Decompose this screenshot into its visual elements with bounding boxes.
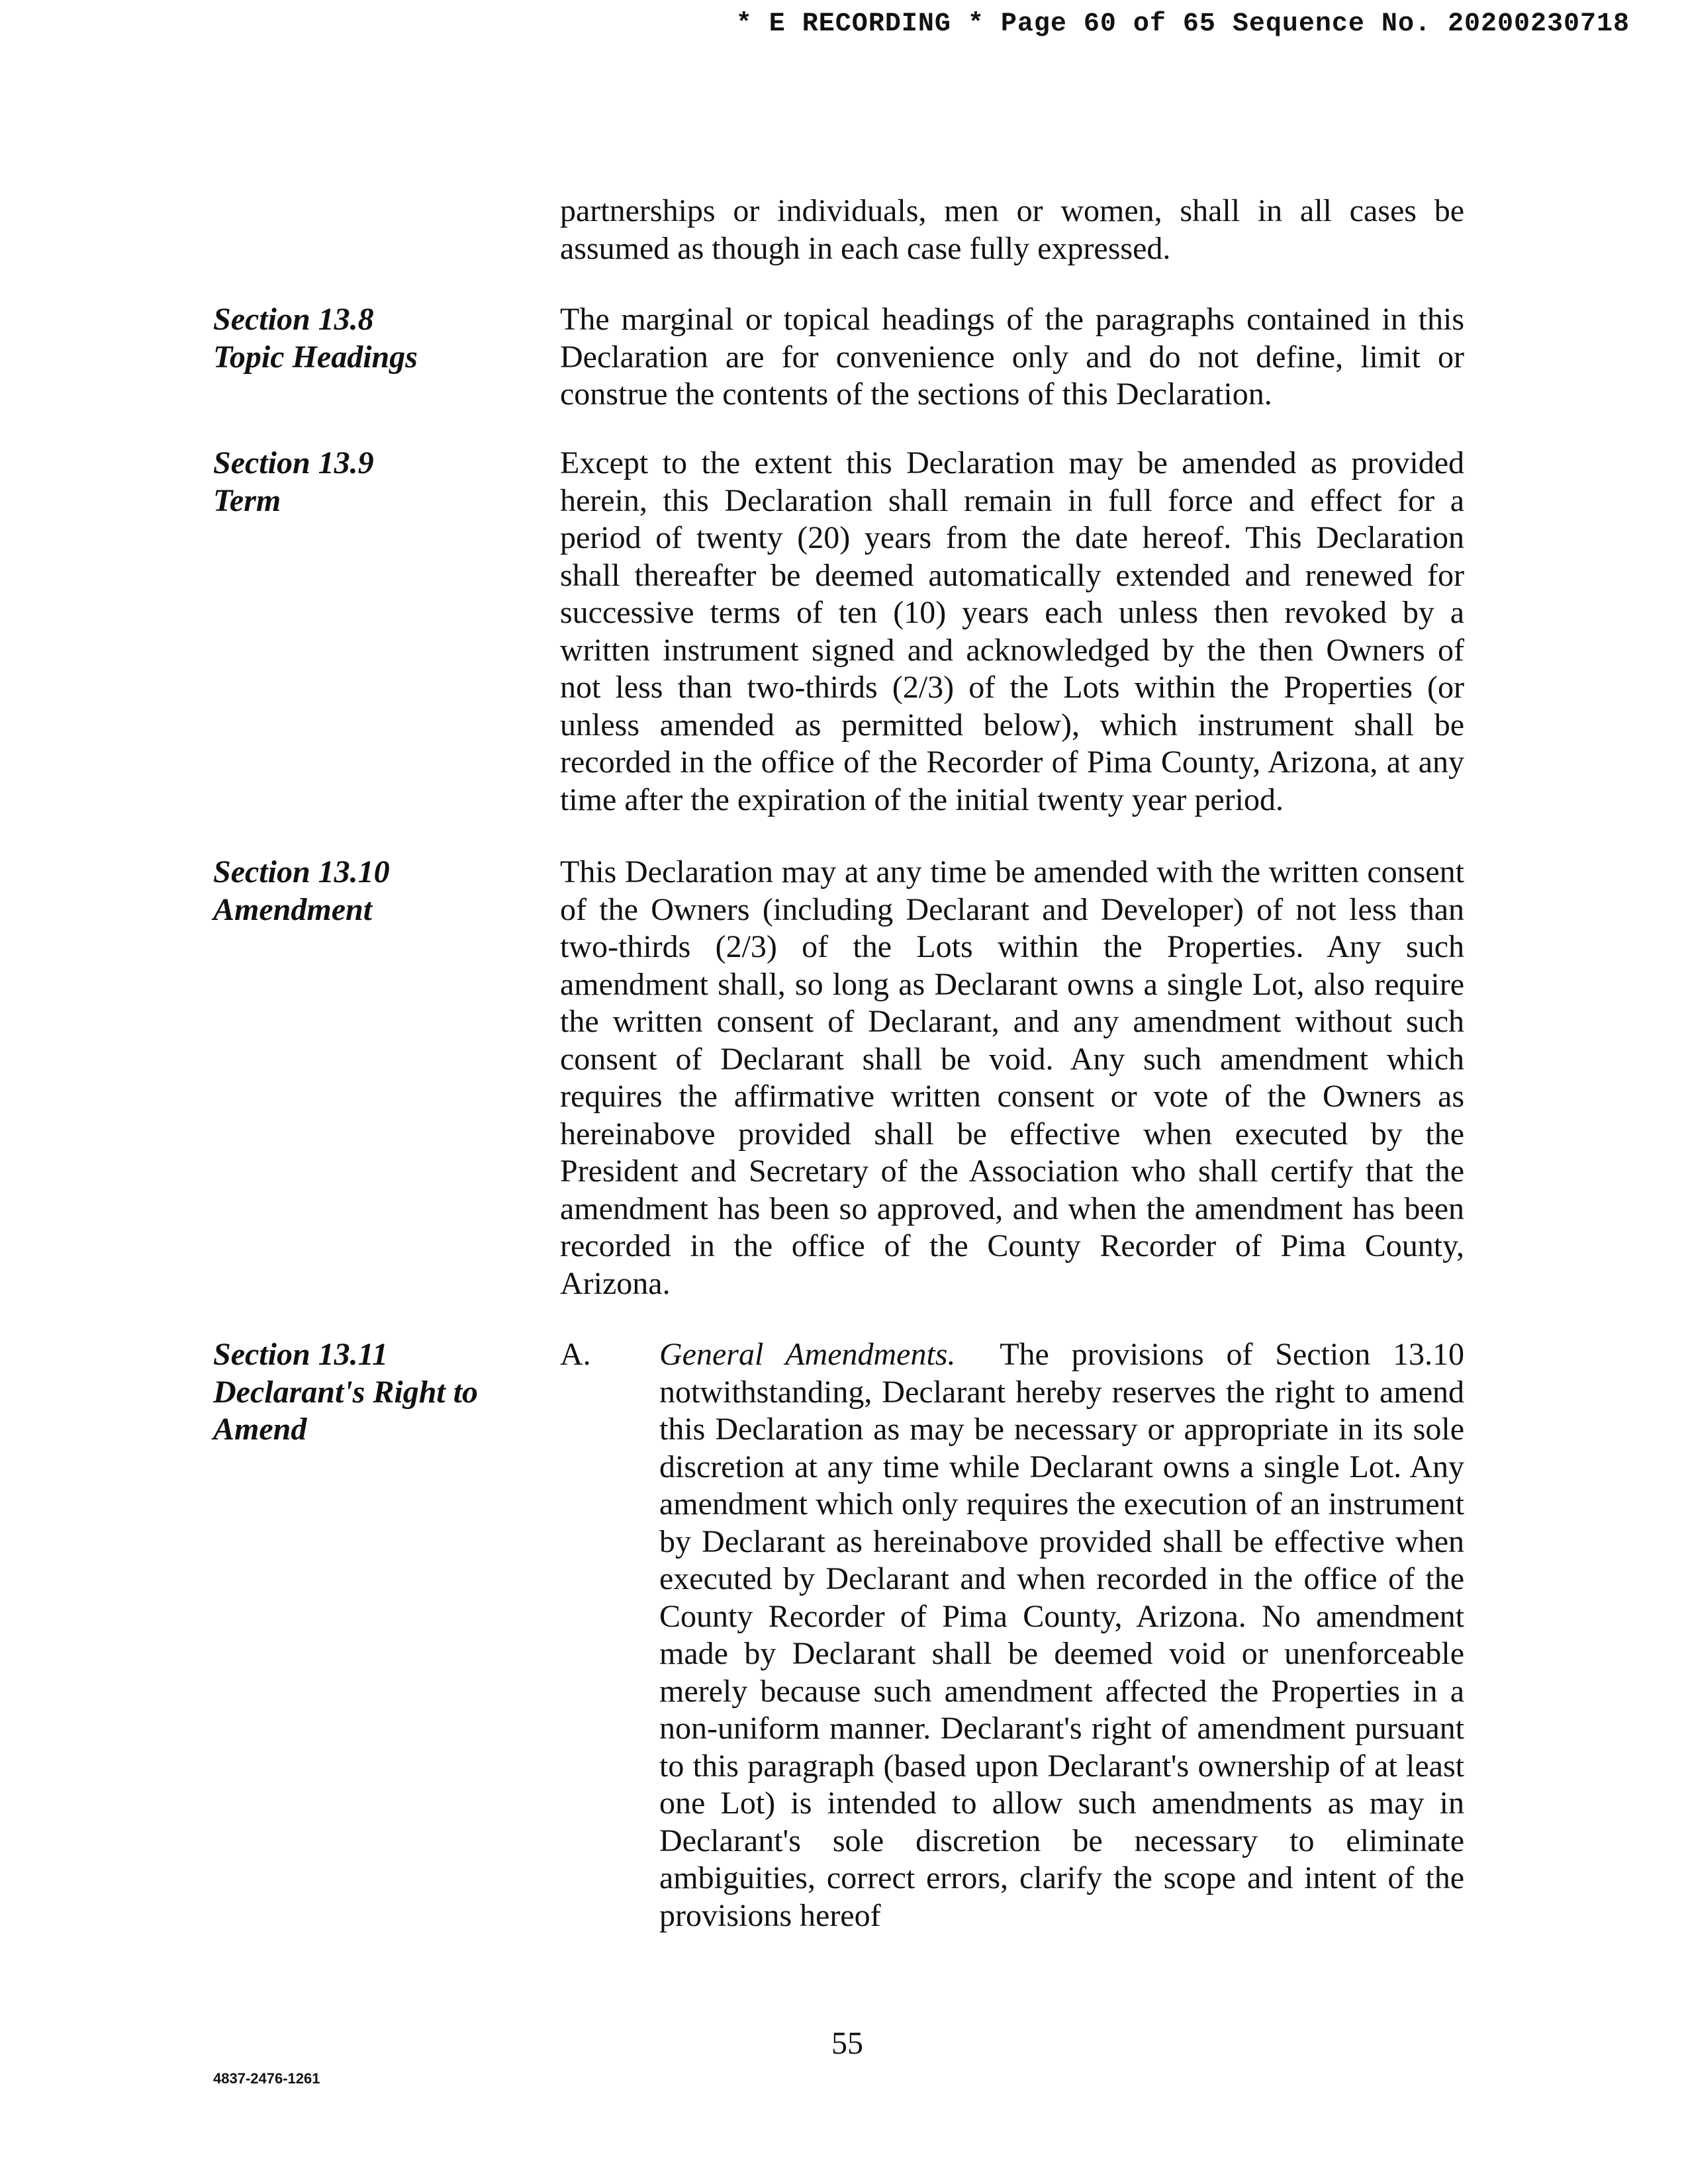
recording-header: * E RECORDING * Page 60 of 65 Sequence No. 20200230718 [735, 9, 1630, 39]
section-13-8-number: Section 13.8 [213, 302, 374, 337]
section-13-9-body: Except to the extent this Declaration may be amended as provided herein, this Declaration shall remain in full force and effect for a period of twenty (20) years from the date hereof. This Declaration shall thereafter be deemed automatically extended and renewed for successive terms of ten (10) years each unless then revoked by a written instrument signed and acknowledged by the then Owners of not less than two-thirds (2/3) of the Lots within the Properties (or unless amended as permitted below), which instrument shall be recorded in the office of the Recorder of Pima County, Arizona, at any time after the expiration of the initial twenty year period. [560, 445, 1464, 817]
section-13-9-heading [213, 445, 504, 520]
document-id: 4837-2476-1261 [213, 2070, 320, 2087]
section-13-11-title-line1: Declarant's Right to [213, 1374, 479, 1410]
general-amendments-body: The provisions of Section 13.10 notwithstanding, Declarant hereby reserves the right to amend this Declaration as may be necessary or appropriate in its sole discretion at any time while Declarant owns a single Lot. Any amendment which only requires the execution of an instrument by Declarant as hereinabove provided shall be effective when executed by Declarant and when recorded in the office of the County Recorder of Pima County, Arizona. No amendment made by Declarant shall be deemed void or unenforceable merely because such amendment affected the Properties in a non-uniform manner. Declarant's right of amendment pursuant to this paragraph (based upon Declarant's ownership of at least one Lot) is intended to allow such amendments as may in Declarant's sole discretion be necessary to eliminate ambiguities, correct errors, clarify the scope and intent of the provisions hereof [659, 1337, 1464, 1933]
section-13-10-heading [213, 854, 504, 929]
list-item-marker: A. [560, 1337, 591, 1372]
page-number: 55 [831, 2026, 863, 2061]
section-13-10-number: Section 13.10 [213, 854, 390, 889]
section-13-11-title-line2: Amend [213, 1412, 307, 1447]
section-13-11-heading [213, 1336, 504, 1449]
general-amendments-paragraph [659, 1336, 1464, 1934]
section-13-10-body: This Declaration may at any time be amended with the written consent of the Owners (including Declarant and Developer) of not less than two-thirds (2/3) of the Lots within the Properties. Any such amendment shall, so long as Declarant owns a single Lot, also require the written consent of Declarant, and any amendment without such consent of Declarant shall be void. Any such amendment which requires the affirmative written consent or vote of the Owners as hereinabove provided shall be effective when executed by the President and Secretary of the Association who shall certify that the amendment has been so approved, and when the amendment has been recorded in the office of the County Recorder of Pima County, Arizona. [560, 854, 1464, 1301]
section-13-8-heading [213, 301, 504, 376]
general-amendments-title: General Amendments. [659, 1337, 956, 1372]
section-13-10-title: Amendment [213, 891, 373, 927]
section-13-8-body: The marginal or topical headings of the paragraphs contained in this Declaration are for convenience only and do not define, limit or construe the contents of the sections of this Declaration. [560, 302, 1464, 412]
section-13-9-title: Term [213, 482, 281, 518]
section-13-8-title: Topic Headings [213, 339, 418, 375]
section-13-11-number: Section 13.11 [213, 1337, 389, 1372]
continuation-paragraph: partnerships or individuals, men or women, shall in all cases be assumed as though in each case fully expressed. [560, 193, 1464, 266]
section-13-9-number: Section 13.9 [213, 445, 374, 480]
